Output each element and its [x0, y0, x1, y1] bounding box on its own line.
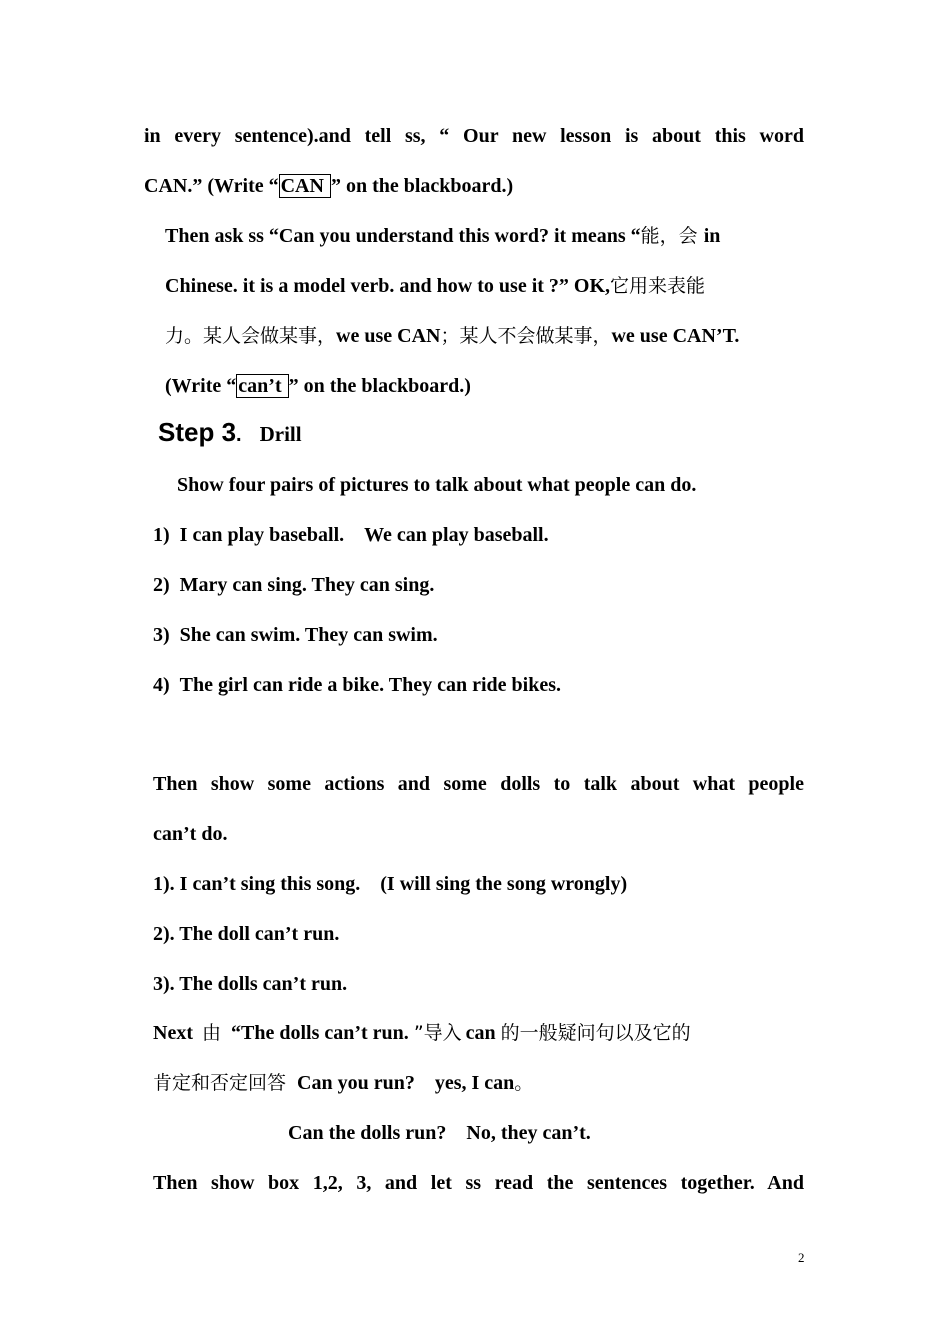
text-segment: Next: [153, 1022, 193, 1044]
text-segment: we use CAN: [336, 325, 441, 347]
chinese-text: 它用来表能: [610, 275, 706, 297]
text-segment: (Write “: [165, 375, 237, 397]
chinese-text: 力。某人会做某事，: [165, 325, 337, 347]
chinese-text: 的一般疑问句以及它的: [500, 1022, 691, 1044]
drill-intro: Show four pairs of pictures to talk about what people can do.: [177, 474, 697, 496]
action-item: 2). The doll can’t run.: [153, 923, 340, 945]
step-label: Step 3: [158, 417, 237, 447]
text-line-2: [144, 174, 513, 198]
text-line-3: [165, 224, 720, 248]
chinese-text: 由: [201, 1022, 221, 1044]
next-line-3: Can the dolls run? No, they can’t.: [288, 1122, 591, 1144]
step-title: Drill: [259, 422, 302, 446]
action-item: 3). The dolls can’t run.: [153, 973, 348, 995]
text-line-1: in every sentence).and tell ss, “ Our new lesson is about this word: [144, 125, 804, 147]
action-item: 1). I can’t sing this song. (I will sing the song wrongly): [153, 873, 628, 895]
step-3-heading: [158, 416, 302, 451]
text-segment: Can you run? yes, I can: [297, 1072, 515, 1094]
chinese-text: 肯定和否定回答: [153, 1072, 287, 1094]
drill-item: 3) She can swim. They can swim.: [153, 624, 438, 646]
boxed-word-can: CAN: [280, 175, 329, 197]
text-segment: in: [703, 225, 721, 247]
text-segment: CAN.” (Write “: [144, 175, 279, 197]
text-line-5: [165, 324, 739, 348]
chinese-text: 能，会: [640, 225, 704, 247]
text-line-4: [165, 274, 705, 298]
text-segment: ” on the blackboard.): [288, 375, 471, 397]
drill-item: 2) Mary can sing. They can sing.: [153, 574, 435, 596]
text-segment: “The dolls can’t run.: [231, 1022, 409, 1044]
drill-item: 1) I can play baseball. We can play baseball.: [153, 524, 549, 546]
step-dot: .: [236, 424, 242, 446]
next-line-2: [153, 1071, 533, 1095]
text-segment: ” on the blackboard.): [330, 175, 514, 197]
last-line: Then show box 1,2, 3, and let ss read the sentences together. And: [153, 1172, 804, 1194]
text-segment: can: [465, 1022, 496, 1044]
text-segment: we use CAN’T.: [611, 325, 740, 347]
drill-item: 4) The girl can ride a bike. They can ride bikes.: [153, 674, 561, 696]
actions-intro-line-2: can’t do.: [153, 823, 228, 845]
boxed-word-cant: can’t: [238, 375, 287, 397]
page-number: 2: [798, 1250, 805, 1265]
chinese-text: 。: [514, 1072, 534, 1094]
text-segment: Chinese. it is a model verb. and how to use it ?” OK,: [165, 275, 611, 297]
actions-intro-line-1: Then show some actions and some dolls to talk about what people: [153, 773, 804, 795]
chinese-text: ”导入: [413, 1022, 462, 1044]
text-line-6: [165, 374, 471, 398]
next-line-1: [153, 1021, 691, 1045]
chinese-text: ；某人不会做某事，: [440, 325, 612, 347]
text-segment: Then ask ss “Can you understand this word? it means “: [165, 225, 641, 247]
